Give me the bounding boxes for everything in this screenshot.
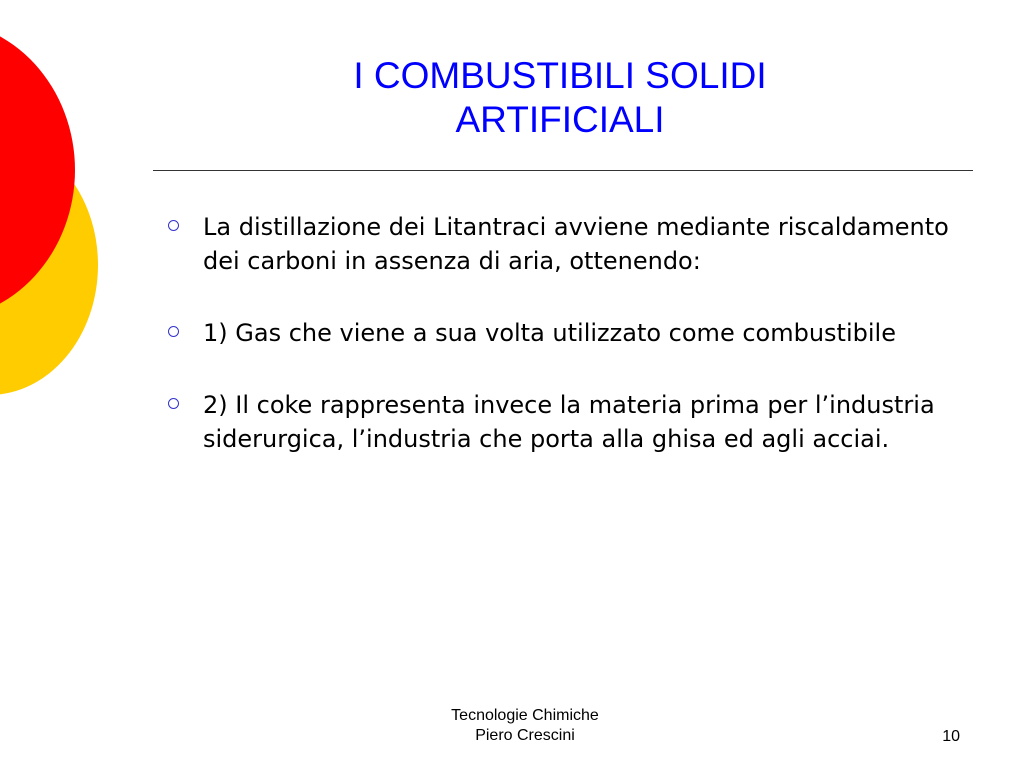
slide-title [150, 54, 970, 142]
page-number: 10 [942, 728, 960, 745]
circle-bullet-icon [168, 326, 179, 337]
circle-bullet-icon [168, 220, 179, 231]
bullet-text: 1) Gas che viene a sua volta utilizzato come combustibile [203, 319, 896, 347]
circle-bullet-icon [168, 398, 179, 409]
footer-course: Tecnologie Chimiche [451, 707, 599, 724]
bullet-item [162, 210, 972, 278]
title-divider [153, 170, 973, 171]
footer-author: Piero Crescini [475, 727, 575, 744]
footer [390, 706, 660, 746]
slide-title-line-2: ARTIFICIALI [455, 99, 665, 140]
bullet-item [162, 388, 972, 456]
bullet-text: La distillazione dei Litantraci avviene mediante riscaldamento dei carboni in assenza di aria, ottenendo: [203, 213, 949, 275]
bullet-text: 2) Il coke rappresenta invece la materia prima per l’industria siderurgica, l’industria che porta alla ghisa ed agli acciai. [203, 391, 935, 453]
slide-title-line-1: I COMBUSTIBILI SOLIDI [353, 55, 767, 96]
bullet-list [162, 210, 972, 494]
bullet-item [162, 316, 972, 350]
